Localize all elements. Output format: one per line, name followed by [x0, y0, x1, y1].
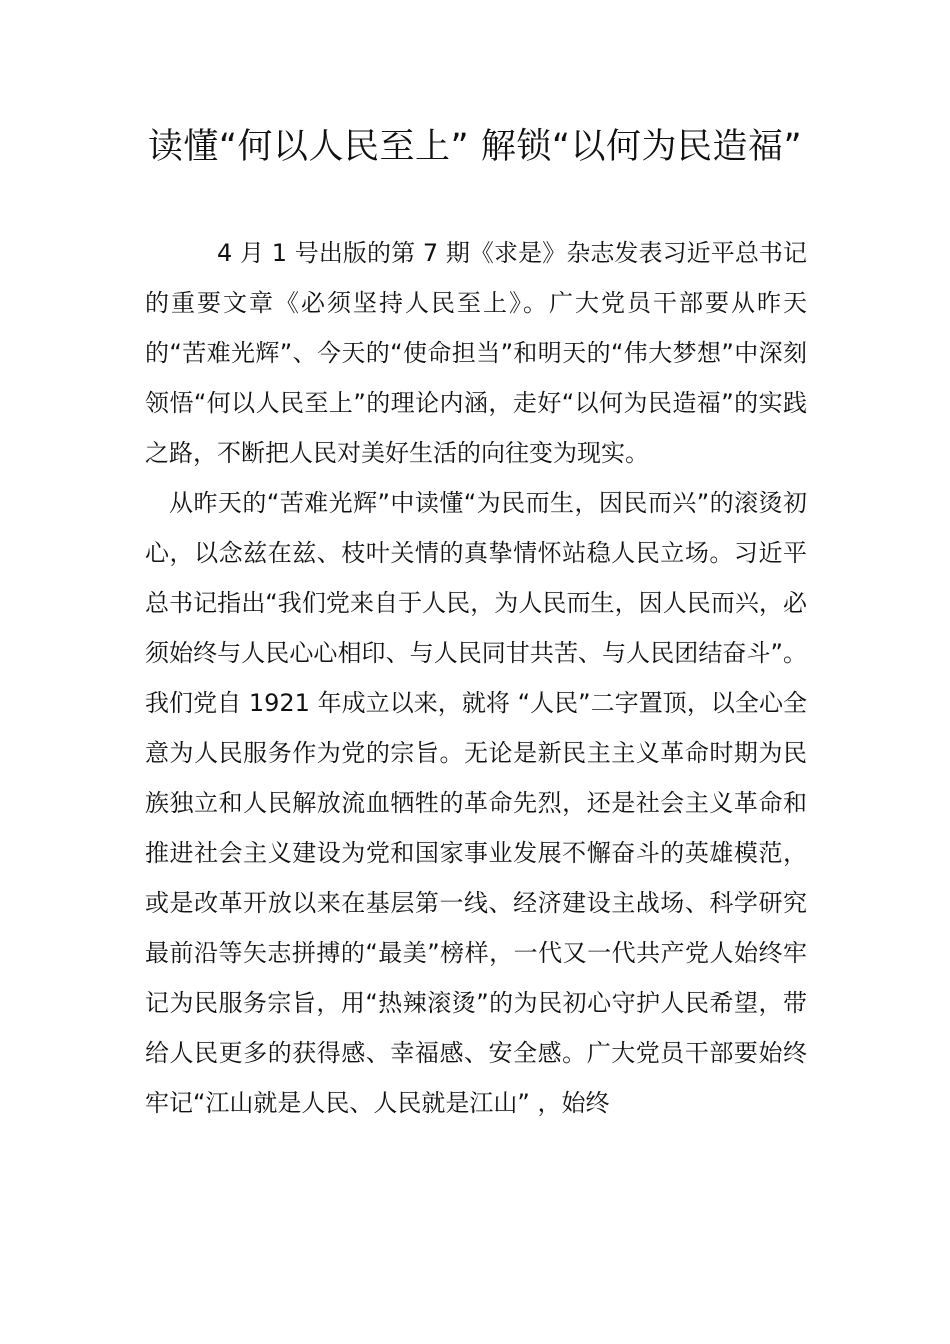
paragraph-intro: 4 月 1 号出版的第 7 期《求是》杂志发表习近平总书记的重要文章《必须坚持人民至上》。广大党员干部要从昨天的“苦难光辉”、今天的“使命担当”和明天的“伟大梦想”中深刻领悟“何以人民至上”的理论内涵，走好“以何为民造福”的实践之路，不断把人民对美好生活的向往变为现实。: [145, 239, 807, 467]
paragraph-yesterday: 从昨天的“苦难光辉”中读懂“为民而生，因民而兴”的滚烫初心，以念兹在兹、枝叶关情的真挚情怀站稳人民立场。习近平总书记指出“我们党来自于人民，为人民而生，因人民而兴，必须始终与人民心心相印、与人民同甘共苦、与人民团结奋斗”。我们党自 1921 年成立以来，就将 “人民”二字置顶，以全心全意为人民服务作为党的宗旨。无论是新民主主义革命时期为民族独立和人民解放流血牺牲的革命先烈，还是社会主义革命和推进社会主义建设为党和国家事业发展不懈奋斗的英雄模范，或是改革开放以来在基层第一线、经济建设主战场、科学研究最前沿等矢志拼搏的“最美”榜样，一代又一代共产党人始终牢记为民服务宗旨，用“热辣滚烫”的为民初心守护人民希望，带给人民更多的获得感、幸福感、安全感。广大党员干部要始终牢记“江山就是人民、人民就是江山” ，始终: [145, 489, 807, 1117]
document-body: [145, 228, 807, 1128]
document-title: 读懂“何以人民至上” 解锁“以何为民造福”: [147, 127, 803, 167]
